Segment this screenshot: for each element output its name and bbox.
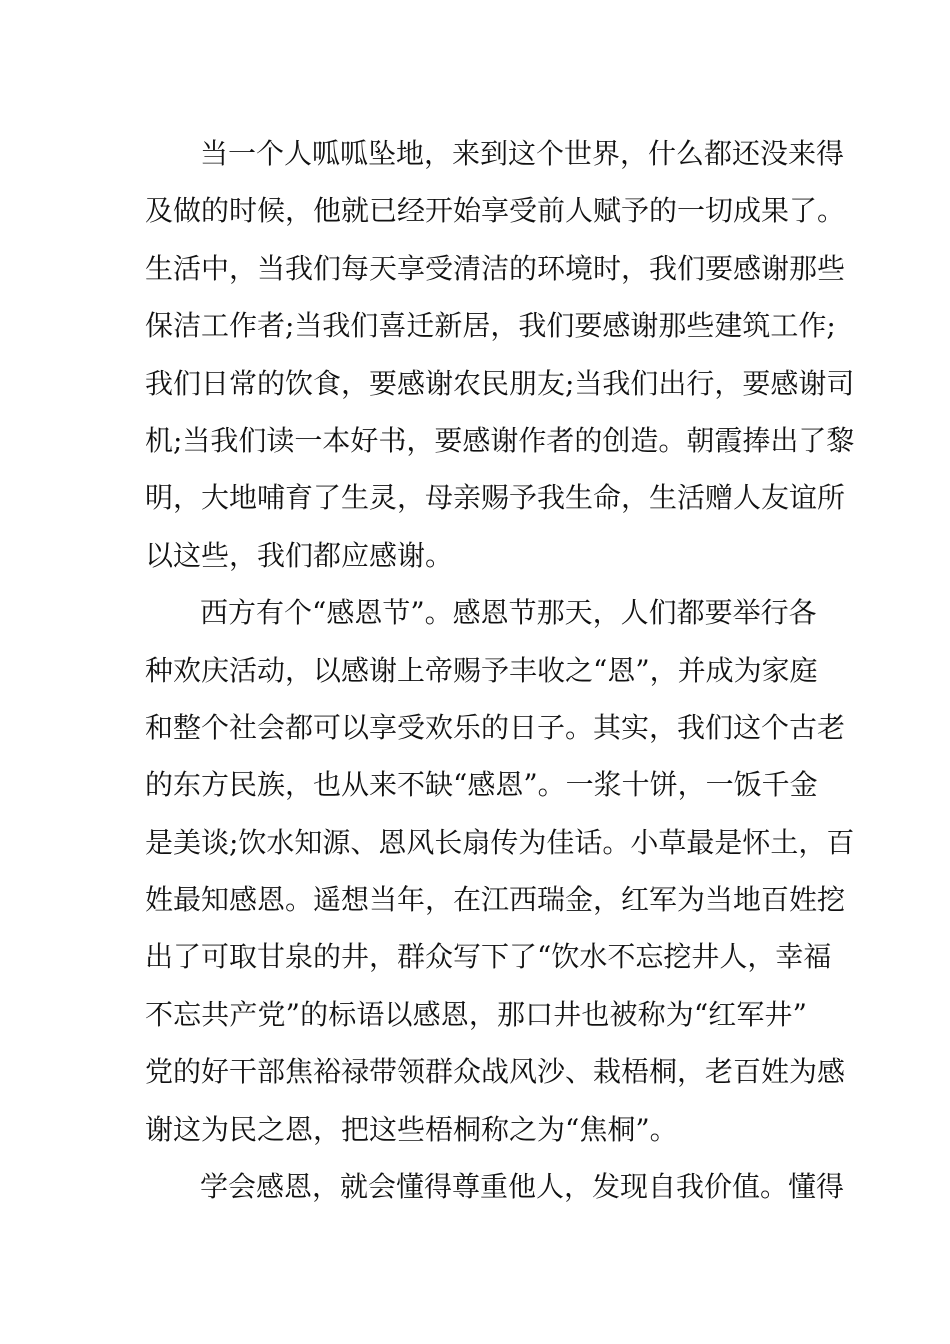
- paragraph-2-line-9: 党的好干部焦裕禄带领群众战风沙、栽梧桐，老百姓为感: [145, 1055, 846, 1089]
- paragraph-2-line-5: 是美谈;饮水知源、恩风长扇传为佳话。小草最是怀土，百: [145, 825, 855, 859]
- paragraph-1-line-2: 及做的时候，他就已经开始享受前人赋予的一切成果了。: [145, 194, 846, 228]
- paragraph-2-line-4: 的东方民族，也从来不缺“感恩”。一浆十饼，一饭千金: [145, 768, 818, 802]
- paragraph-2-line-7: 出了可取甘泉的井，群众写下了“饮水不忘挖井人，幸福: [145, 940, 832, 974]
- paragraph-2-line-3: 和整个社会都可以享受欢乐的日子。其实，我们这个古老: [145, 710, 846, 744]
- paragraph-1-line-7: 明，大地哺育了生灵，母亲赐予我生命，生活赠人友谊所: [145, 481, 846, 515]
- paragraph-3: [145, 1158, 845, 1215]
- paragraph-1-line-1: 当一个人呱呱坠地，来到这个世界，什么都还没来得: [200, 137, 845, 170]
- paragraph-2-line-8: 不忘共产党”的标语以感恩，那口井也被称为“红军井”: [145, 997, 807, 1031]
- paragraph-3-line-1: 学会感恩，就会懂得尊重他人，发现自我价值。懂得: [200, 1170, 845, 1204]
- paragraph-1-line-4: 保洁工作者;当我们喜迁新居，我们要感谢那些建筑工作;: [145, 309, 836, 343]
- body-text: [145, 125, 855, 1215]
- paragraph-1-line-8: 以这些，我们都应感谢。: [145, 538, 454, 572]
- paragraph-2: [145, 584, 855, 1158]
- paragraph-2-line-1: 西方有个“感恩节”。感恩节那天，人们都要举行各: [200, 596, 817, 630]
- paragraph-2-line-2: 种欢庆活动，以感谢上帝赐予丰收之“恩”，并成为家庭: [145, 653, 818, 687]
- paragraph-1: [145, 125, 855, 584]
- paragraph-1-line-3: 生活中，当我们每天享受清洁的环境时，我们要感谢那些: [145, 251, 846, 285]
- paragraph-2-line-6: 姓最知感恩。遥想当年，在江西瑞金，红军为当地百姓挖: [145, 883, 846, 917]
- paragraph-1-line-5: 我们日常的饮食，要感谢农民朋友;当我们出行，要感谢司: [145, 366, 855, 400]
- paragraph-1-line-6: 机;当我们读一本好书，要感谢作者的创造。朝霞捧出了黎: [145, 423, 855, 457]
- paragraph-2-line-10: 谢这为民之恩，把这些梧桐称之为“焦桐”。: [145, 1112, 678, 1146]
